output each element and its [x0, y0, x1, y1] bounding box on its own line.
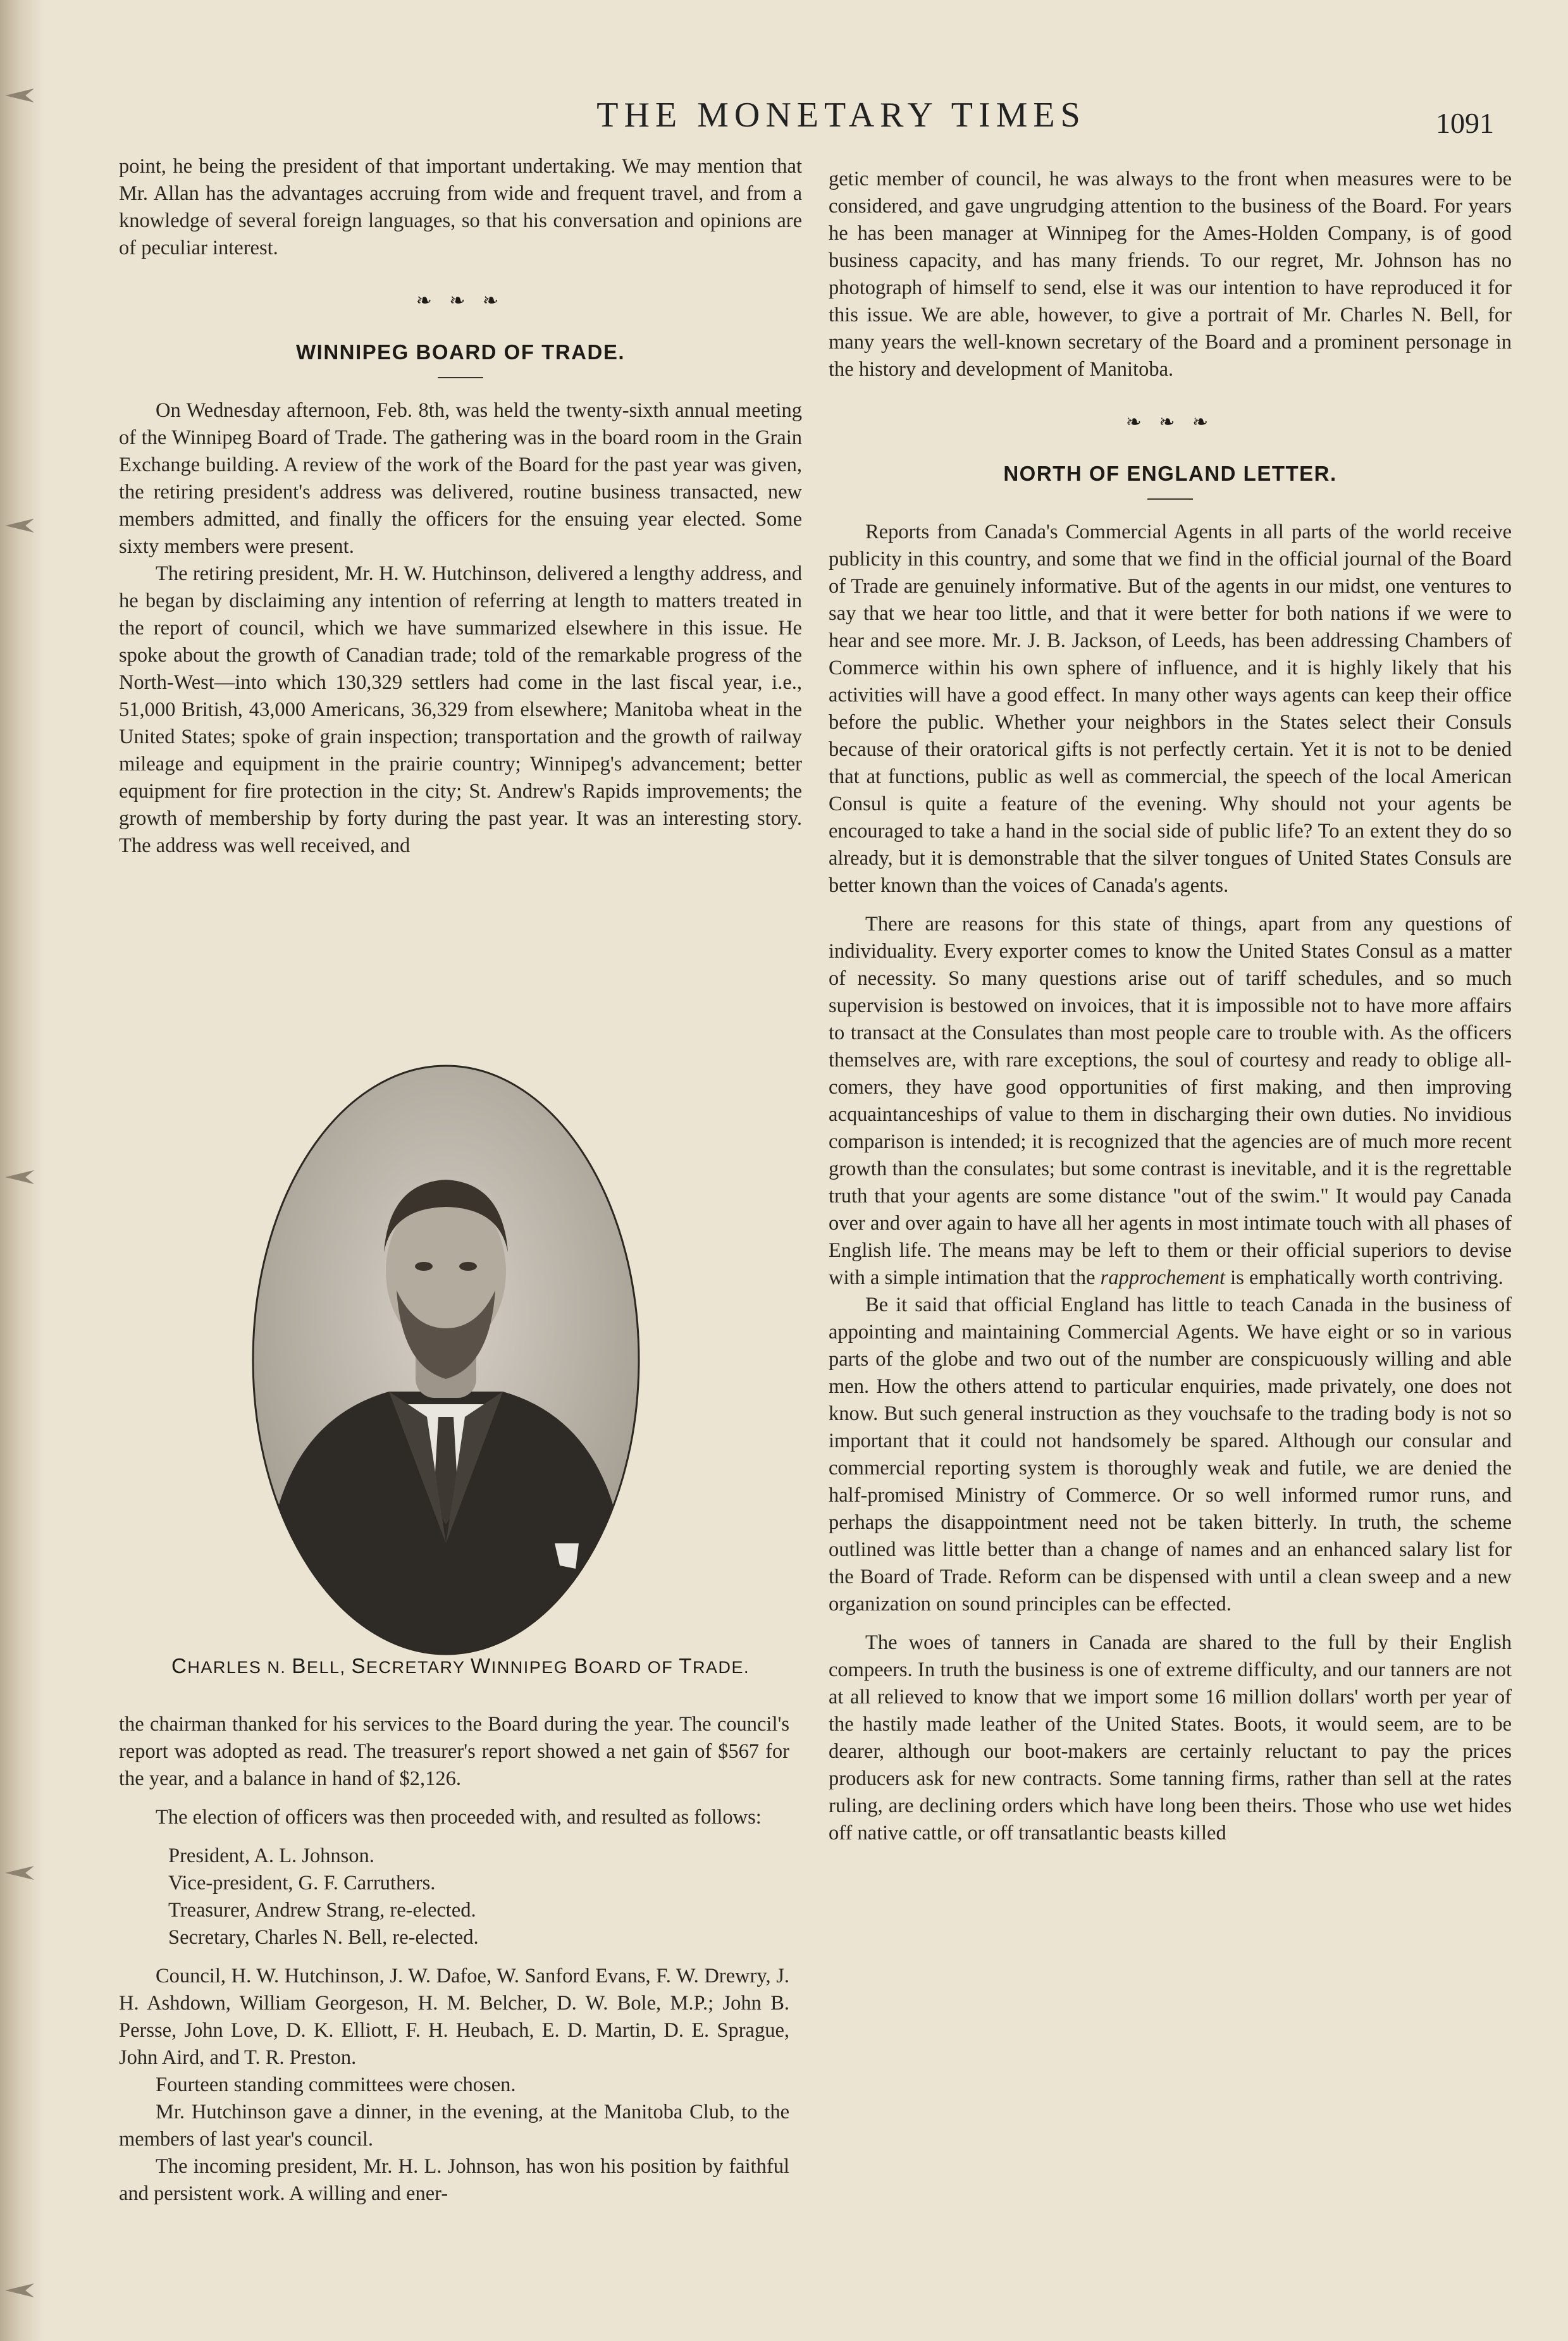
officer-item: Vice-president, G. F. Carruthers. [168, 1872, 436, 1894]
incoming-president-paragraph: The incoming president, Mr. H. L. Johnson, has won his position by faithful and persistent work. A willing and ener- [119, 2155, 789, 2205]
winnipeg-paragraph-2: The retiring president, Mr. H. W. Hutchinson, delivered a lengthy address, and he began by disclaiming any intention of referring at length to matters treated in the report of council, which we have summarized elsewhere in this issue. He spoke about the growth of Canadian trade; told of the remarkable progress of the North-West—into which 130,329 settlers had come in the last fiscal year, i.e., 51,000 British, 43,000 Americans, 36,329 from elsewhere; Manitoba wheat in the United States; spoke of grain inspection; transportation and the growth of railway mileage and equipment in the prairie country; Winnipeg's advancement; better equipment for fire protection in the city; St. Andrew's Rapids improvements; the growth of membership by forty during the past year. It was an interesting story. The address was well received, and [119, 562, 802, 857]
heading-rule [1147, 498, 1193, 500]
officer-item: President, A. L. Johnson. [168, 1844, 374, 1867]
caption-initial: B [292, 1654, 307, 1677]
left-column-bottom [119, 1711, 789, 2208]
section-ornament: ❧ ❧ ❧ [416, 290, 505, 311]
caption-text: RADE. [692, 1658, 750, 1677]
caption-initial: T [679, 1654, 693, 1677]
officer-item: Treasurer, Andrew Strang, re-elected. [168, 1899, 476, 1922]
paragraph-text: is emphatically worth contriving. [1230, 1266, 1503, 1289]
portrait-caption [119, 1654, 802, 1678]
caption-text: ELL, [306, 1658, 352, 1677]
caption-initial: C [171, 1654, 188, 1677]
portrait-photo [250, 1063, 642, 1657]
winnipeg-heading: WINNIPEG BOARD OF TRADE. [296, 340, 625, 364]
caption-initial: B [574, 1654, 589, 1677]
page-binding [0, 0, 44, 2341]
right-continuation-paragraph: getic member of council, he was always to the front when measures were to be considered, and gave ungrudging attention to the business of the Board. For years he has been manager at Winnipeg for the Ames-Holden Company, is of good business capacity, and has many friends. To our regret, Mr. Johnson has no photograph of himself to send, else it was our intention to have reproduced it for this issue. We are able, however, to give a portrait of Mr. Charles N. Bell, for many years the well-known secretary of the Board and a prominent personage in the history and development of Manitoba. [829, 168, 1512, 381]
binding-tab [5, 1866, 34, 1880]
left-column-top [119, 153, 802, 860]
council-paragraph: Council, H. W. Hutchinson, J. W. Dafoe, W. Sanford Evans, F. W. Drewry, J. H. Ashdown, William Georgeson, H. M. Belcher, D. W. Bole, M.P.; John B. Persse, John Love, D. K. Elliott, F. H. Heubach, E. D. Martin, D. E. Sprague, John Aird, and T. R. Preston. [119, 1965, 789, 2069]
caption-initial: W [471, 1654, 491, 1677]
winnipeg-paragraph-3: the chairman thanked for his services to the Board during the year. The council's report was adopted as read. The treasurer's report showed a net gain of $567 for the year, and a balance in hand of $2,126. [119, 1713, 789, 1790]
winnipeg-paragraph-1: On Wednesday afternoon, Feb. 8th, was held the twenty-sixth annual meeting of the Winnipeg Board of Trade. The gathering was in the board room in the Grain Exchange building. A review of the work of the Board for the past year was given, the retiring president's address was delivered, routine business transacted, new members admitted, and finally the officers for the ensuing year elected. Some sixty members were present. [119, 399, 802, 558]
binding-tab [5, 519, 34, 533]
north-england-paragraph-1: Reports from Canada's Commercial Agents in all parts of the world receive publicity in this country, and some that we find in the official journal of the Board of Trade are genuinely informative. But of the agents in our midst, one ventures to say that we hear too little, and that it were better for both nations if we were to hear and see more. Mr. J. B. Jackson, of Leeds, has been addressing Chambers of Commerce within his own sphere of influence, and it is highly likely that his activities will have a good effect. In many other ways agents can keep their office before the public. Whether your neighbors in the States select their Consuls because of their oratorical gifts is not perfectly certain. Yet it is not to be denied that at functions, public as well as commercial, the speech of the local American Consul is quite a feature of the evening. Why should not your agents be encouraged to take a hand in the social side of public life? To an extent they do so already, but it is demonstrable that the silver tongues of United States Consuls are better known than the voices of Canada's agents. [829, 521, 1512, 897]
winnipeg-paragraph-4: The election of officers was then proceeded with, and resulted as follows: [156, 1806, 762, 1829]
officers-list [119, 1843, 789, 1951]
binding-tab [5, 1170, 34, 1184]
dinner-paragraph: Mr. Hutchinson gave a dinner, in the evening, at the Manitoba Club, to the members of last year's council. [119, 2101, 789, 2151]
portrait-svg [250, 1063, 642, 1657]
north-england-paragraph-3: Be it said that official England has little to teach Canada in the business of appointing and maintaining Commercial Agents. We have eight or so in various parts of the globe and two out of the number are conspicuously willing and able men. How the others attend to particular enquiries, made privately, one does not know. But such general instruction as they vouchsafe to the trading body is not so important that it could not handsomely be spared. Although our consular and commercial reporting system is thoroughly weak and futile, we are denied the half-promised Ministry of Commerce. Or so well informed rumor runs, and perhaps the disappointment need not be taken bitterly. In truth, the scheme outlined was little better than a change of names and an enhanced salary list for the Board of Trade. Reform can be dispensed with until a clean sweep and a new organization on sound principles can be effected. [829, 1294, 1512, 1615]
right-column [829, 166, 1512, 1847]
north-england-heading: NORTH OF ENGLAND LETTER. [1003, 462, 1337, 485]
north-england-paragraph-2 [829, 911, 1512, 1292]
caption-initial: S [351, 1654, 366, 1677]
caption-text: OARD OF [588, 1658, 679, 1677]
heading-rule [438, 377, 483, 378]
committees-paragraph: Fourteen standing committees were chosen. [156, 2073, 516, 2096]
masthead [0, 95, 1568, 152]
page-number: 1091 [1436, 107, 1494, 139]
north-england-paragraph-4: The woes of tanners in Canada are shared to the full by their English compeers. In truth the business is one of extreme difficulty, and our tanners are not at all relieved to know that we import some 16 million dollars' worth per year of the hastily made leather of the United States. Boots, it would seem, are to be dearer, although our boot-makers are certainly reluctant to pay the prices producers ask for new contracts. Some tanning firms, rather than sell at the rates ruling, are declining orders which have long been theirs. Those who use wet hides off native cattle, or off transatlantic beasts killed [829, 1631, 1512, 1844]
caption-text: HARLES N. [187, 1658, 292, 1677]
section-ornament: ❧ ❧ ❧ [1125, 412, 1215, 433]
caption-text: INNIPEG [491, 1658, 574, 1677]
officer-item: Secretary, Charles N. Bell, re-elected. [168, 1926, 479, 1949]
binding-tab [5, 2283, 34, 2297]
paragraph-text: There are reasons for this state of things, apart from any questions of individuality. Every exporter comes to know the United States Consul as a matter of necessity. So many questions arise out of tariff schedules, and so much supervision is bestowed on invoices, that it is impossible not to have more affairs to transact at the Consulates than most people care to trouble with. As the officers themselves are, with rare exceptions, the soul of courtesy and ready to oblige all-comers, they have good opportunities of first making, and then improving acquaintanceships of value to them in discharging their own duties. No invidious comparison is intended; it is recognized that the agencies are of much more recent growth than the consulates; but some contrast is inevitable, and it is the regrettable truth that your agents are some distance "out of the swim." It would pay Canada over and over again to have all her agents in most intimate touch with all phases of English life. The means may be left to them or their official superiors to devise with a simple intimation that the [829, 913, 1512, 1289]
caption-text: ECRETARY [366, 1658, 471, 1677]
publication-title: THE MONETARY TIMES [596, 96, 1086, 135]
left-intro-paragraph: point, he being the president of that important undertaking. We may mention that Mr. Allan has the advantages accruing from wide and frequent travel, and from a knowledge of several foreign languages, so that his conversation and opinions are of peculiar interest. [119, 155, 802, 259]
italic-term: rapprochement [1100, 1266, 1226, 1289]
